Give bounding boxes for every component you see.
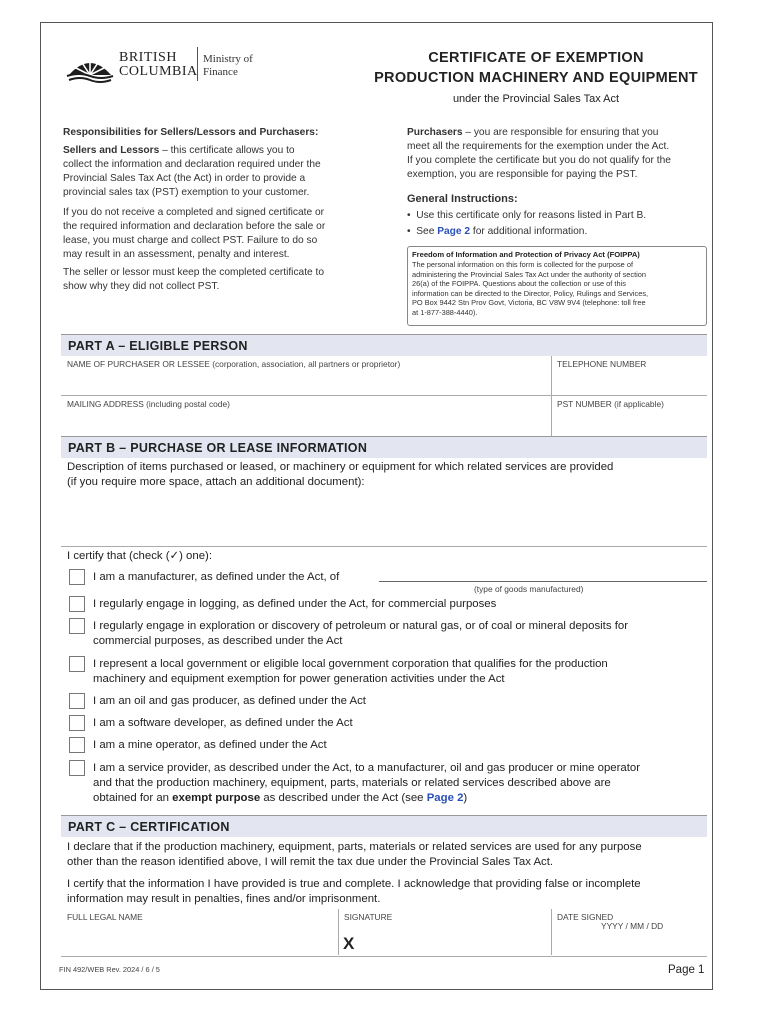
description-field[interactable] [61,493,707,545]
certification-paragraph [67,877,707,907]
mailing-address-label: MAILING ADDRESS (including postal code) [67,399,230,409]
purchasers-paragraph [407,126,707,182]
option-oil-gas-producer: I am an oil and gas producer, as defined under the Act [93,695,366,707]
text-line: and that the production machinery, equipment, parts, materials or related services described above are [93,777,611,789]
divider [61,956,707,957]
sellers-line: provincial sales tax (PST) exemption to your customer. [63,187,310,198]
text-span: ) [463,792,468,804]
signature-label: SIGNATURE [344,912,393,922]
exploration-checkbox[interactable] [69,618,85,634]
text-line: – you are responsible for ensuring that you [462,127,659,138]
full-name-field[interactable] [61,923,336,955]
sellers-line: collect the information and declaration required under the [63,159,321,170]
manufacturer-checkbox[interactable] [69,569,85,585]
text-line: I declare that if the production machinery, equipment, parts, materials or related services are used for any purpose [67,841,642,853]
text-line [93,791,708,806]
purchasers-bold: Purchasers [407,127,463,138]
mine-operator-checkbox[interactable] [69,737,85,753]
pst-number-field[interactable] [553,409,707,435]
page-2-link[interactable]: Page 2 [437,226,471,237]
page-2-link[interactable]: Page 2 [426,792,464,804]
divider [551,356,552,436]
name-label: NAME OF PURCHASER OR LESSEE (corporation, association, all partners or proprietor) [67,359,401,369]
text-line: I certify that the information I have provided is true and complete. I acknowledge that providing false or incomplete [67,878,641,890]
form-title-line-2: PRODUCTION MACHINERY AND EQUIPMENT [374,70,698,86]
ministry-line-2: Finance [203,66,238,78]
text-line: If you complete the certificate but you do not qualify for the [407,155,671,166]
date-signed-field[interactable] [553,931,707,955]
option-manufacturer: I am a manufacturer, as defined under the Act, of [93,571,340,583]
signature-field[interactable] [341,923,549,955]
text-line: If you do not receive a completed and signed certificate or [63,207,325,218]
page-number: Page 1 [668,964,705,976]
option-service-provider [93,761,708,806]
foippa-line: administering the Provincial Sales Tax Act under the authority of section [412,269,647,279]
mailing-address-field[interactable] [61,409,551,435]
declaration-paragraph [67,840,707,870]
logging-checkbox[interactable] [69,596,85,612]
part-a-heading: PART A – ELIGIBLE PERSON [61,334,707,356]
text-span: obtained for an [93,792,173,804]
part-b-heading: PART B – PURCHASE OR LEASE INFORMATION [61,436,707,458]
text-line: I am a service provider, as described under the Act, to a manufacturer, oil and gas producer or mine operator [93,762,641,774]
text-line: may result in an assessment, penalty and interest. [63,249,290,260]
divider [338,909,339,955]
instruction-text: See [416,226,438,237]
text-line: commercial purposes, as described under the Act [93,635,343,647]
local-government-checkbox[interactable] [69,656,85,672]
option-logging: I regularly engage in logging, as defined under the Act, for commercial purposes [93,598,497,610]
general-instructions-heading: General Instructions: [407,193,518,205]
foippa-line: The personal information on this form is collected for the purpose of [412,260,634,269]
foippa-line: at 1-877-388-4440). [412,307,478,317]
text-line: the required information and declaration before the sale or [63,221,326,232]
text-line: other than the reason identified above, I will remit the tax due under the Provincial Sales Tax Act. [67,856,554,868]
divider [61,546,707,547]
text-line: machinery and equipment exemption for power generation activities under the Act [93,673,505,685]
text-line: exemption, you are responsible for paying the PST. [407,169,638,180]
telephone-field[interactable] [553,369,707,395]
instruction-text: for additional information. [470,226,588,237]
form-title-line-1: CERTIFICATE OF EXEMPTION [428,50,644,66]
bc-government-logo [65,45,265,105]
telephone-label: TELEPHONE NUMBER [557,359,647,369]
form-id: FIN 492/WEB Rev. 2024 / 6 / 5 [59,965,160,974]
foippa-line: 26(a) of the FOIPPA. Questions about the collection or use of this [412,279,626,289]
instruction-item: • Use this certificate only for reasons listed in Part B. [407,210,647,221]
date-format-label: YYYY / MM / DD [601,921,664,931]
logo-line-2: COLUMBIA [119,64,198,79]
divider [551,909,552,955]
option-exploration [93,619,703,649]
keep-paragraph [63,266,373,294]
sellers-bold: Sellers and Lessors [63,145,160,156]
type-of-goods-label: (type of goods manufactured) [474,584,584,594]
date-signed-label: DATE SIGNED [557,912,614,922]
sellers-line: – this certificate allows you to [159,145,295,156]
foippa-line: PO Box 9442 Stn Prov Govt, Victoria, BC V8W 9V4 (telephone: toll free [412,298,646,308]
part-c-heading: PART C – CERTIFICATION [61,815,707,837]
text-line: I regularly engage in exploration or discovery of petroleum or natural gas, or of coal or mineral deposits for [93,620,629,632]
name-field[interactable] [61,369,551,395]
exempt-purpose-text: exempt purpose [172,792,261,804]
sellers-paragraph [63,144,373,200]
text-line: I represent a local government or eligible local government corporation that qualifies for the production [93,658,608,670]
sellers-line: Provincial Sales Tax Act (the Act) in order to provide a [63,173,306,184]
ministry-line-1: Ministry of [203,53,253,65]
text-line: The seller or lessor must keep the completed certificate to [63,267,325,278]
form-page [40,22,713,990]
logo-line-1: BRITISH [119,50,177,65]
foippa-title: Freedom of Information and Protection of Privacy Act (FOIPPA) [412,250,640,259]
responsibilities-heading: Responsibilities for Sellers/Lessors and Purchasers: [63,127,319,138]
text-line: (if you require more space, attach an additional document): [67,476,365,488]
option-software-developer: I am a software developer, as defined under the Act [93,717,353,729]
instruction-text: Use this certificate only for reasons listed in Part B. [416,210,647,221]
sun-icon [65,45,115,85]
text-line: lease, you must charge and collect PST. Failure to do so [63,235,318,246]
type-of-goods-field[interactable] [379,581,707,582]
full-name-label: FULL LEGAL NAME [67,912,143,922]
text-line: Description of items purchased or leased, or machinery or equipment for which related services are provided [67,461,614,473]
option-local-government [93,657,703,687]
pst-number-label: PST NUMBER (if applicable) [557,399,664,409]
divider [61,395,707,396]
text-line: show why they did not collect PST. [63,281,220,292]
not-received-paragraph [63,206,373,262]
service-provider-checkbox[interactable] [69,760,85,776]
signature-mark: X [343,934,355,953]
form-subtitle: under the Provincial Sales Tax Act [452,93,620,105]
instruction-item: • See Page 2 for additional information. [407,226,588,237]
text-line: meet all the requirements for the exemption under the Act. [407,141,670,152]
option-mine-operator: I am a mine operator, as defined under the Act [93,739,327,751]
text-line: information may result in penalties, fines and/or imprisonment. [67,893,381,905]
foippa-line: information can be directed to the Director, Policy, Rulings and Services, [412,288,649,298]
certify-instruction: I certify that (check (✓) one): [67,550,213,562]
description-instructions [67,460,707,490]
foippa-notice [407,246,707,326]
text-span: as described under the Act (see [260,792,427,804]
software-developer-checkbox[interactable] [69,715,85,731]
oil-gas-producer-checkbox[interactable] [69,693,85,709]
logo-divider [197,47,198,81]
